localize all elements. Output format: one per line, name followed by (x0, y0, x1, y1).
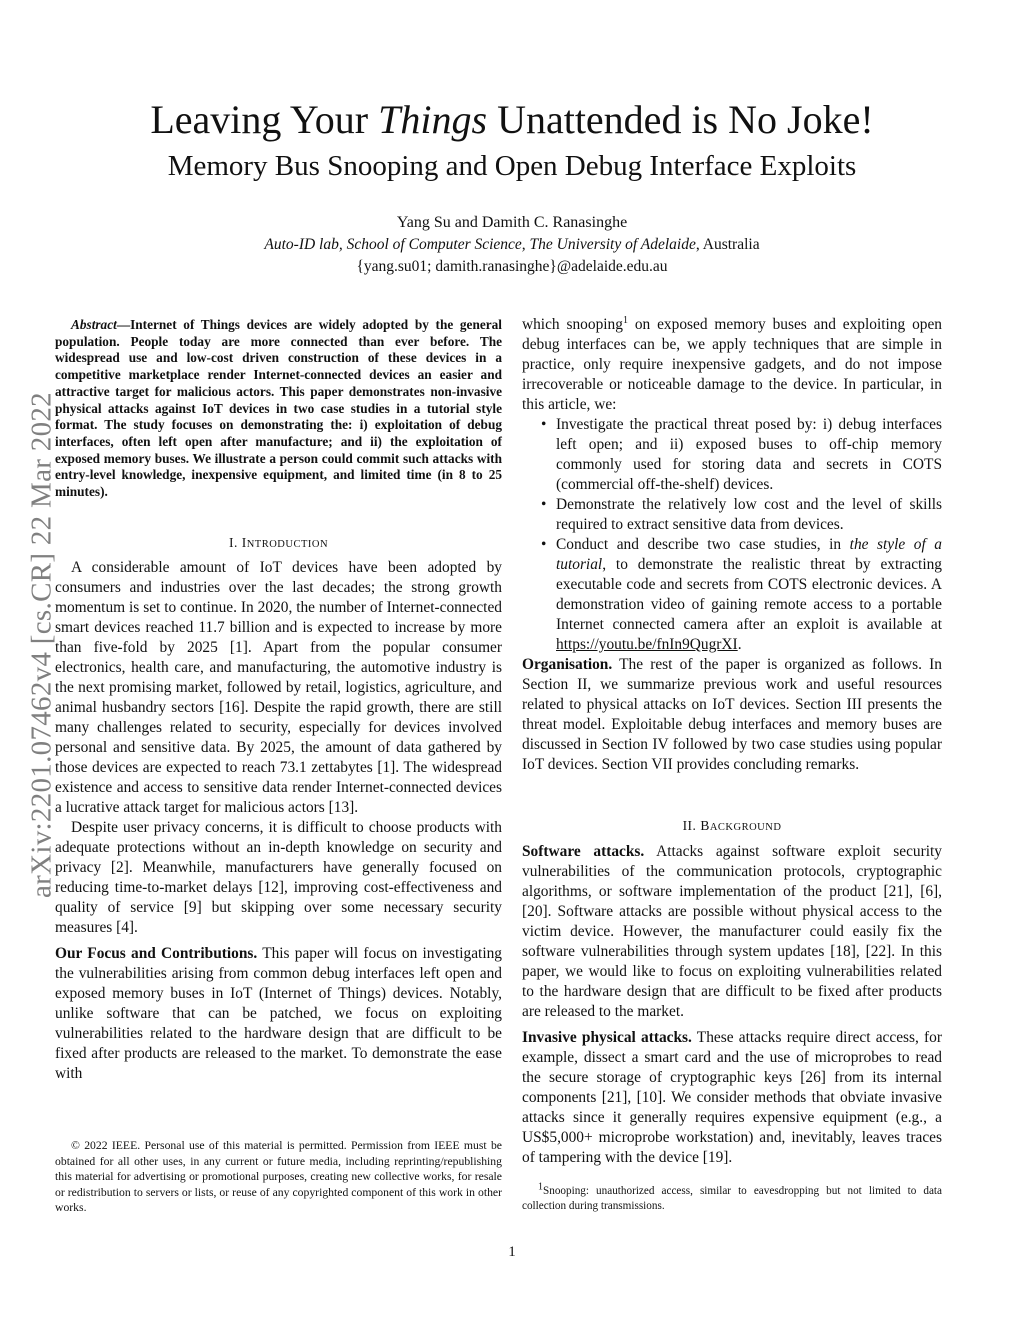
page-number: 1 (508, 1244, 516, 1260)
title-italic: Things (378, 97, 488, 142)
paragraph-software-attacks: Software attacks. Attacks against software exploit security vulnerabilities of the communication protocols, cryptographic algorithms, or software implementation of the product [21], [6], [20]. Software attacks are possible without physical access to the victim device. However, the manufacturer could easily fix the software vulnerabilities through system updates [18], [22]. In this paper, we would like to focus on exploiting vulnerabilities related to the hardware design that are difficult to be fixed after products are released to the market. (522, 843, 943, 1020)
affiliation-institution: Auto-ID lab, School of Computer Science, The University of Adelaide (264, 236, 696, 253)
introduction-body (55, 558, 502, 1084)
paragraph: Despite user privacy concerns, it is difficult to choose products with adequate protections without an in-depth knowledge on security and privacy [2]. Meanwhile, manufacturers have generally focused on reducing time-to-market delays [12], improving cost-effectiveness and quality of service [9] but skipping over some necessary security measures [4]. (55, 819, 502, 936)
paragraph-invasive-attacks: Invasive physical attacks. These attacks require direct access, for example, dissect a smart card and the use of microprobes to read the secure storage of cryptographic keys [26] from its internal components [21], [10]. We consider methods that obviate invasive attacks since it generally requires expensive equipment (e.g., a US$5,000+ microprobe workstation) and, inevitably, leaves traces of tampering with the device [19]. (522, 1029, 942, 1166)
copyright-notice: © 2022 IEEE. Personal use of this material is permitted. Permission from IEEE must be obtained for all other uses, in any current or future media, including reprinting/republishing this material for advertising or promotional purposes, creating new collective works, for resale or redistribution to servers or lists, or reuse of any copyrighted component of this work in other works. (55, 1139, 502, 1214)
right-column-body (522, 315, 942, 775)
footnote: $^1$Snooping: unauthorized access, similar to eavesdropping but not limited to data collection during transmissions. (522, 1181, 942, 1212)
list-item: • Investigate the practical threat posed by: i) debug interfaces left open; and ii) exposed buses to off-chip memory commonly used for storing data and secrets in COTS (commercial off-the-shelf) devices. (556, 415, 942, 495)
abstract-text: —Internet of Things devices are widely adopted by the general population. People today are more connected than ever before. The widespread use and low-cost driven construction of these devices in a competitive marketplace render Internet-connected devices an easier and attractive target for malicious actors. This paper demonstrates non-invasive physical attacks against IoT devices in two case studies in a tutorial style format. The study focuses on demonstrating the: i) exploitation of debug interfaces, often left open after manufacture; and ii) the exploitation of exposed memory buses. We illustrate a person could commit such attacks with entry-level knowledge, inexpensive equipment, and limited time (in 8 to 25 minutes). (55, 317, 502, 500)
video-link[interactable]: https://youtu.be/fnIn9QugrXI (556, 636, 738, 653)
paper-subtitle: Memory Bus Snooping and Open Debug Interface Exploits (167, 150, 857, 182)
paragraph: A considerable amount of IoT devices have been adopted by consumers and industries over the last decades; the strong growth momentum is set to continue. In 2020, the number of Internet-connected smart devices reached 11.7 billion and is expected to increase by more than five-fold by 2025 [1]. Apart from the popular consumer electronics, health care, and manufacturing, the automotive industry is the next promising market, followed by retail, logistics, agriculture, and animal husbandry sectors [16]. Despite the rapid growth, there are still many challenges related to security, especially for devices involved personal and sensitive data. By 2025, the amount of data gathered by those devices are expected to reach 73.1 zettabytes [1]. The widespread existence and access to sensitive data render Internet-connected devices a lucrative attack target for malicious actors [13]. (55, 559, 502, 816)
contributions-list (522, 415, 942, 655)
author-emails: {yang.su01; damith.ranasinghe}@adelaide.edu.au (356, 258, 668, 275)
paragraph: which snooping$^1$ on exposed memory buses and exploiting open debug interfaces can be, we apply techniques that are simple in practice, only require inexpensive gadgets, and do not impose irrecoverable or noticeable damage to the device. In particular, in this article, we: (522, 314, 942, 413)
background-body (522, 842, 942, 1168)
section-heading-introduction: I. INTRODUCTION (228, 535, 329, 550)
abstract-label: Abstract (71, 317, 117, 332)
list-item: • Conduct and describe two case studies, in the style of a tutorial, to demonstrate the realistic threat by extracting executable code and secrets from COTS electronic devices. A demonstration video of gaining remote access to a portable Internet connected camera after an exploit is available at https://youtu.be/fnIn9QugrXI. (556, 535, 942, 655)
arxiv-identifier: arXiv:2201.07462v4 [cs.CR] 22 Mar 2022 (25, 392, 58, 898)
abstract (55, 317, 502, 501)
affiliation (0, 234, 1024, 256)
paper-title (0, 96, 1024, 144)
title-text-end: Unattended is No Joke! (487, 97, 874, 142)
list-item: • Demonstrate the relatively low cost and the level of skills required to extract sensitive data from devices. (556, 495, 942, 535)
title-text: Leaving Your (150, 97, 379, 142)
section-heading-background: II. BACKGROUND (682, 818, 782, 833)
paragraph-organisation: Organisation. The rest of the paper is organized as follows. In Section II, we summarize previous work and useful resources related to physical attacks on IoT devices. Section III presents the threat model. Exploitable debug interfaces and memory buses are discussed in Section IV followed by two case studies using popular IoT devices. Section VII provides concluding remarks. (522, 656, 942, 773)
authors: Yang Su and Damith C. Ranasinghe (396, 214, 628, 231)
paragraph-focus: Our Focus and Contributions. This paper will focus on investigating the vulnerabilities arising from common debug interfaces left open and exposed memory buses in IoT (Internet of Things) devices. Notably, unlike software that can be patched, we focus on exploiting vulnerabilities related to the hardware design that are difficult to be fixed after products are released to the market. To demonstrate the ease with (55, 945, 502, 1082)
footnote-ref: 1 (622, 314, 628, 326)
affiliation-country: , Australia (695, 236, 760, 253)
